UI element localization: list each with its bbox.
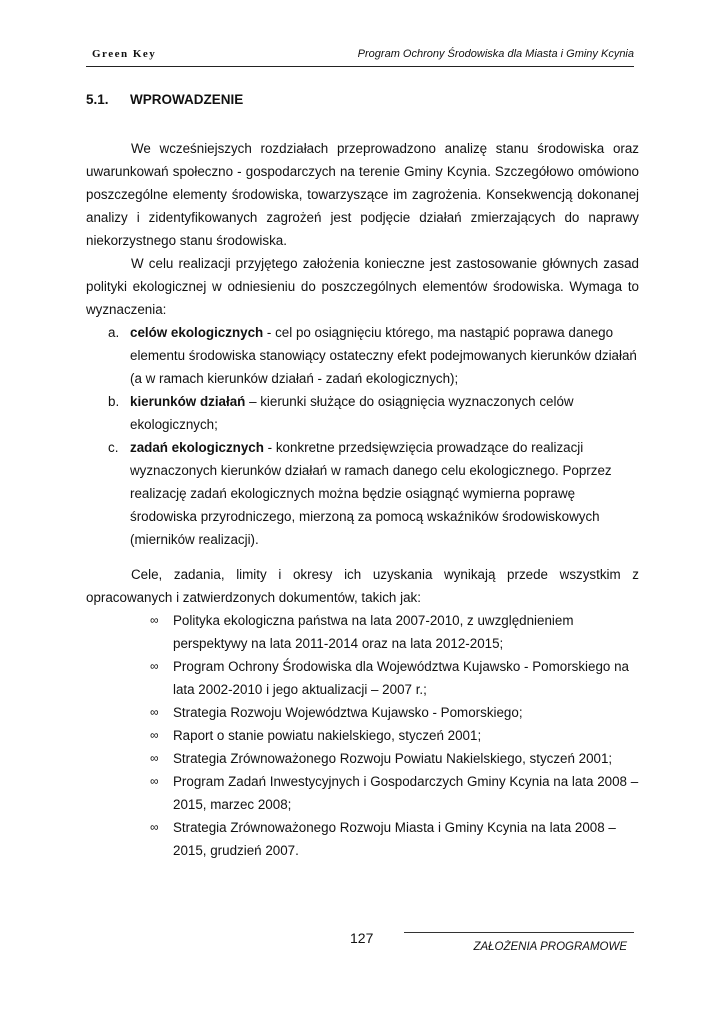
- list-marker: a.: [108, 325, 120, 340]
- definition-term: zadań ekologicznych: [130, 440, 264, 455]
- paragraph-purpose: W celu realizacji przyjętego założenia konieczne jest zastosowanie głównych zasad polityki ekologicznej w odniesieniu do poszczególnych elementów środowiska. Wymaga to wyznaczenia:: [86, 256, 639, 317]
- infinity-bullet-icon: ∞: [150, 728, 159, 742]
- list-item: [86, 816, 639, 862]
- page-content: [86, 137, 639, 862]
- list-item: [86, 321, 639, 390]
- list-item: [86, 701, 639, 724]
- footer-divider: [404, 932, 634, 933]
- document-title: Strategia Rozwoju Województwa Kujawsko - Pomorskiego;: [173, 705, 523, 720]
- document-title: Program Zadań Inwestycyjnych i Gospodarczych Gminy Kcynia na lata 2008 – 2015, marzec 2008;: [173, 774, 639, 812]
- infinity-bullet-icon: ∞: [150, 659, 159, 673]
- document-title: Polityka ekologiczna państwa na lata 2007-2010, z uwzględnieniem perspektywy na lata 2011-2014 oraz na lata 2012-2015;: [173, 613, 574, 651]
- list-item: [86, 770, 639, 816]
- infinity-bullet-icon: ∞: [150, 774, 159, 788]
- infinity-bullet-icon: ∞: [150, 820, 159, 834]
- document-title: Strategia Zrównoważonego Rozwoju Powiatu Nakielskiego, styczeń 2001;: [173, 751, 613, 766]
- section-number: 5.1.: [86, 92, 109, 107]
- definition-term: celów ekologicznych: [130, 325, 264, 340]
- list-marker: b.: [108, 394, 120, 409]
- list-item: [86, 655, 639, 701]
- list-item: [86, 436, 639, 551]
- documents-list: [86, 609, 639, 862]
- section-heading: [86, 92, 243, 107]
- section-title: WPROWADZENIE: [130, 92, 244, 107]
- infinity-bullet-icon: ∞: [150, 613, 159, 627]
- footer-section-label: ZAŁOŻENIA PROGRAMOWE: [473, 941, 627, 953]
- document-title: Strategia Zrównoważonego Rozwoju Miasta i Gminy Kcynia na lata 2008 – 2015, grudzień 2007.: [173, 820, 616, 858]
- definition-term: kierunków działań: [130, 394, 246, 409]
- header-document-title: Program Ochrony Środowiska dla Miasta i Gminy Kcynia: [357, 48, 634, 60]
- header-company: Green Key: [92, 48, 157, 60]
- document-title: Program Ochrony Środowiska dla Województwa Kujawsko - Pomorskiego na lata 2002-2010 i jego aktualizacji – 2007 r.;: [173, 659, 629, 697]
- list-item: [86, 390, 639, 436]
- list-item: [86, 724, 639, 747]
- infinity-bullet-icon: ∞: [150, 751, 159, 765]
- paragraph-intro: We wcześniejszych rozdziałach przeprowadzono analizę stanu środowiska oraz uwarunkowań społeczno - gospodarczych na terenie Gminy Kcynia. Szczegółowo omówiono poszczególne elementy środowiska, towarzyszące im zagrożenia. Konsekwencją dokonanej analizy i zidentyfikowanych zagrożeń jest podjęcie działań zmierzających do naprawy niekorzystnego stanu środowiska.: [86, 141, 639, 248]
- document-title: Raport o stanie powiatu nakielskiego, styczeń 2001;: [173, 728, 482, 743]
- list-marker: c.: [108, 440, 119, 455]
- definition-text: - cel po osiągnięciu którego, ma nastąpić poprawa danego elementu środowiska stanowiący ostateczny efekt podejmowanych kierunków działań (a w ramach kierunków działań - zadań ekologicznych);: [130, 325, 637, 386]
- page-number: 127: [350, 930, 374, 946]
- definition-text: - konkretne przedsięwzięcia prowadzące do realizacji wyznaczonych kierunków działań w ramach danego celu ekologicznego. Poprzez realizację zadań ekologicznych można będzie osiągnąć wymierna poprawę środowiska przyrodniczego, mierzoną za pomocą wskaźników środowiskowych (mierników realizacji).: [130, 440, 612, 547]
- definition-text: – kierunki służące do osiągnięcia wyznaczonych celów ekologicznych;: [130, 394, 574, 432]
- list-item: [86, 609, 639, 655]
- infinity-bullet-icon: ∞: [150, 705, 159, 719]
- paragraph-sources: Cele, zadania, limity i okresy ich uzyskania wynikają przede wszystkim z opracowanych i zatwierdzonych dokumentów, takich jak:: [86, 567, 639, 605]
- page-header: [86, 48, 634, 67]
- definitions-list: [86, 321, 639, 551]
- list-item: [86, 747, 639, 770]
